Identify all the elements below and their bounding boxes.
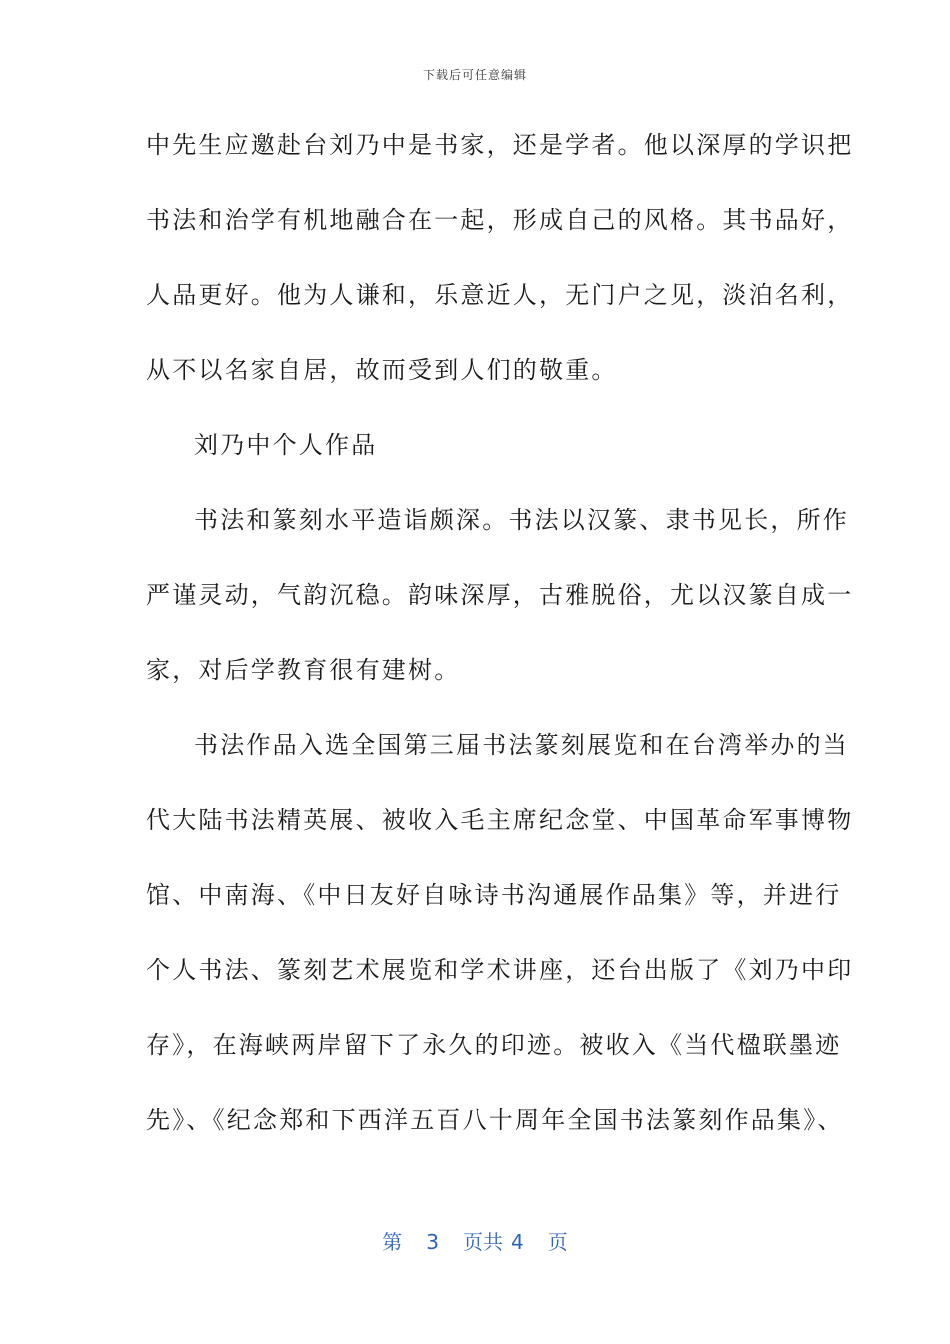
page-footer [0,1226,950,1255]
page-label-prefix: 第 [382,1230,403,1254]
current-page-number: 3 [426,1230,439,1254]
body-line: 家，对后学教育很有建树。 [146,656,461,684]
body-line: 个人书法、篆刻艺术展览和学术讲座，还台出版了《刘乃中印 [146,956,854,984]
body-line: 存》，在海峡两岸留下了永久的印迹。被收入《当代楹联墨迹 [146,1031,842,1059]
body-line: 严谨灵动，气韵沉稳。韵味深厚，古雅脱俗，尤以汉篆自成一 [146,581,854,609]
total-page-number: 4 [511,1230,524,1254]
body-line: 馆、中南海、《中日友好自咏诗书沟通展作品集》等，并进行 [146,881,842,909]
section-heading: 刘乃中个人作品 [194,431,378,459]
document-body [146,120,854,1170]
page-header: 下载后可任意编辑 [422,68,527,82]
body-line: 代大陆书法精英展、被收入毛主席纪念堂、中国革命军事博物 [146,806,854,834]
page-label-mid: 页共 [463,1230,503,1254]
body-line: 书法和篆刻水平造诣颇深。书法以汉篆、隶书见长，所作 [194,506,849,534]
body-line: 从不以名家自居，故而受到人们的敬重。 [146,356,618,384]
body-line: 先》、《纪念郑和下西洋五百八十周年全国书法篆刻作品集》、 [146,1106,844,1134]
body-line: 中先生应邀赴台刘乃中是书家，还是学者。他以深厚的学识把 [146,131,854,159]
body-line: 书法作品入选全国第三届书法篆刻展览和在台湾举办的当 [194,731,849,759]
body-line: 书法和治学有机地融合在一起，形成自己的风格。其书品好， [146,206,854,234]
body-line: 人品更好。他为人谦和，乐意近人，无门户之见，淡泊名利， [146,281,854,309]
page-label-suffix: 页 [547,1230,568,1254]
